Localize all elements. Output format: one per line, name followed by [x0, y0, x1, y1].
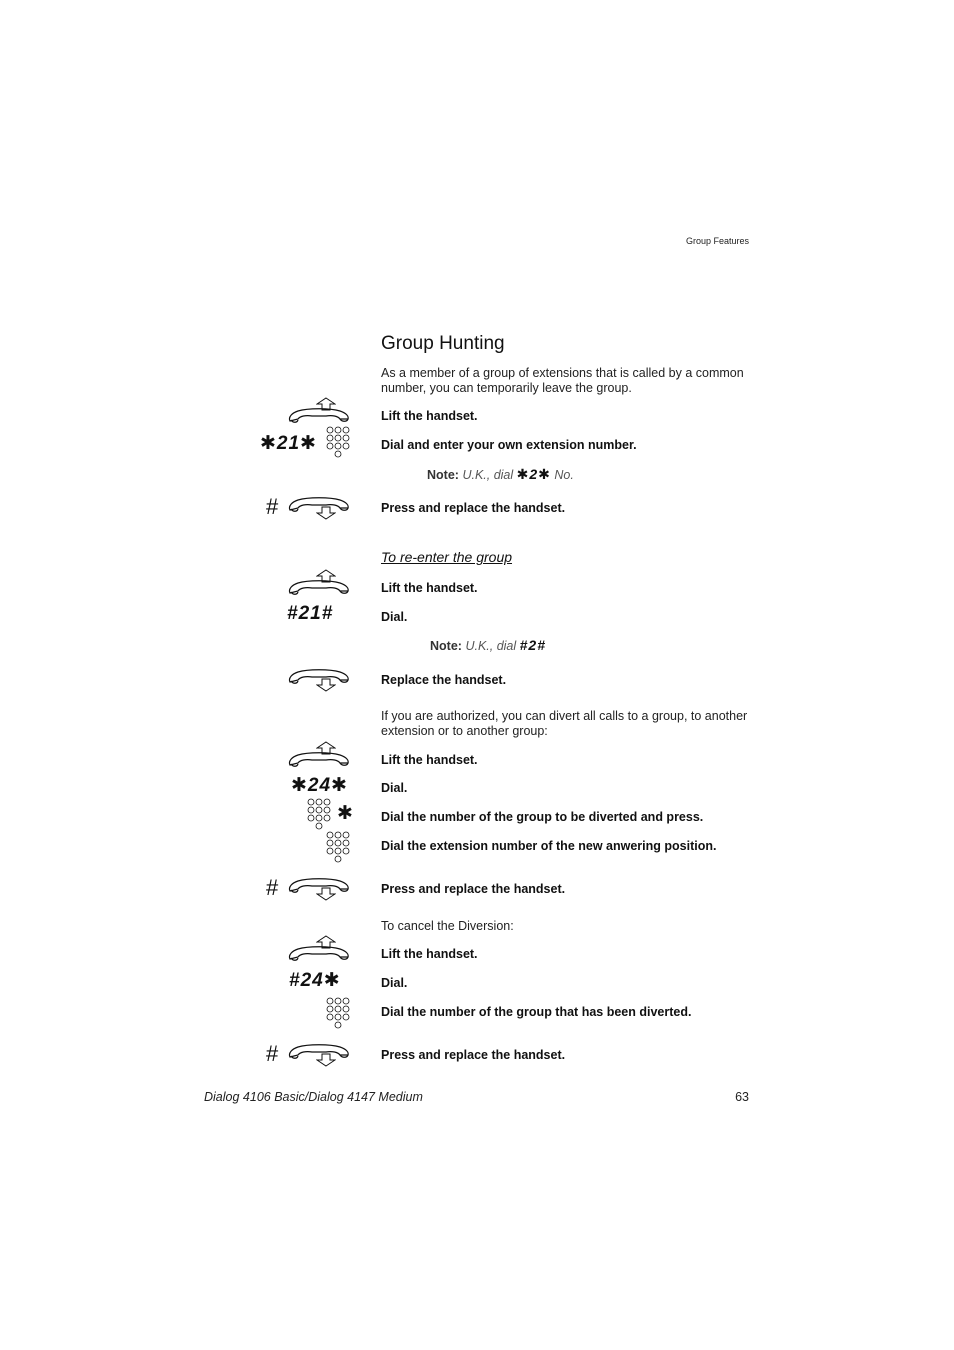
dial-code: #24✱	[289, 970, 341, 991]
replace-handset-icon	[288, 666, 350, 694]
dial-code: #21#	[287, 603, 334, 624]
step-press-replace: Press and replace the handset.	[381, 1048, 566, 1062]
keypad-icon	[326, 831, 350, 863]
note-label: Note:	[430, 639, 462, 653]
step-press-replace: Press and replace the handset.	[381, 501, 566, 515]
step-press-replace: Press and replace the handset.	[381, 882, 566, 896]
hash-symbol: #	[266, 1041, 279, 1066]
step-dial-extension: Dial the extension number of the new anwering position.	[381, 839, 717, 853]
step-dial-group: Dial the number of the group that has been diverted.	[381, 1005, 692, 1019]
step-dial: Dial.	[381, 976, 408, 990]
note-suffix: No.	[554, 468, 574, 482]
note-text: U.K., dial	[465, 639, 517, 653]
note-code: ✱2✱	[516, 466, 551, 482]
divert-intro: If you are authorized, you can divert all calls to a group, to another extension or to another group:	[381, 709, 748, 738]
intro-paragraph: As a member of a group of extensions that is called by a common number, you can temporarily leave the group.	[381, 366, 744, 395]
note-uk	[427, 466, 574, 483]
hash-symbol: #	[266, 875, 279, 900]
lift-handset-icon	[288, 569, 350, 597]
step-lift-handset: Lift the handset.	[381, 947, 478, 961]
lift-handset-icon	[288, 741, 350, 769]
star-symbol: ✱	[337, 803, 354, 824]
replace-handset-icon	[288, 494, 350, 522]
step-lift-handset: Lift the handset.	[381, 753, 478, 767]
footer-product: Dialog 4106 Basic/Dialog 4147 Medium	[204, 1090, 423, 1104]
dial-code: ✱24✱	[291, 775, 348, 796]
running-header: Group Features	[685, 236, 749, 246]
step-dial-extension: Dial and enter your own extension number.	[381, 438, 637, 452]
keypad-icon	[326, 997, 350, 1029]
replace-handset-icon	[288, 1041, 350, 1069]
step-lift-handset: Lift the handset.	[381, 409, 478, 423]
dial-code: ✱21✱	[260, 433, 317, 454]
page-number: 63	[735, 1090, 749, 1104]
replace-handset-icon	[288, 875, 350, 903]
page-title: Group Hunting	[381, 333, 505, 354]
step-replace: Replace the handset.	[381, 673, 507, 687]
lift-handset-icon	[288, 935, 350, 963]
keypad-icon	[307, 798, 331, 830]
step-lift-handset: Lift the handset.	[381, 581, 478, 595]
note-text: U.K., dial	[462, 468, 514, 482]
step-dial-group: Dial the number of the group to be diverted and press.	[381, 810, 704, 824]
note-label: Note:	[427, 468, 459, 482]
step-dial: Dial.	[381, 781, 408, 795]
hash-symbol: #	[266, 494, 279, 519]
keypad-icon	[326, 426, 350, 458]
step-dial: Dial.	[381, 610, 408, 624]
subheading-reenter: To re-enter the group	[381, 549, 513, 565]
note-code: #2#	[519, 637, 546, 653]
note-uk	[430, 637, 546, 653]
lift-handset-icon	[288, 397, 350, 425]
cancel-intro: To cancel the Diversion:	[381, 919, 514, 933]
